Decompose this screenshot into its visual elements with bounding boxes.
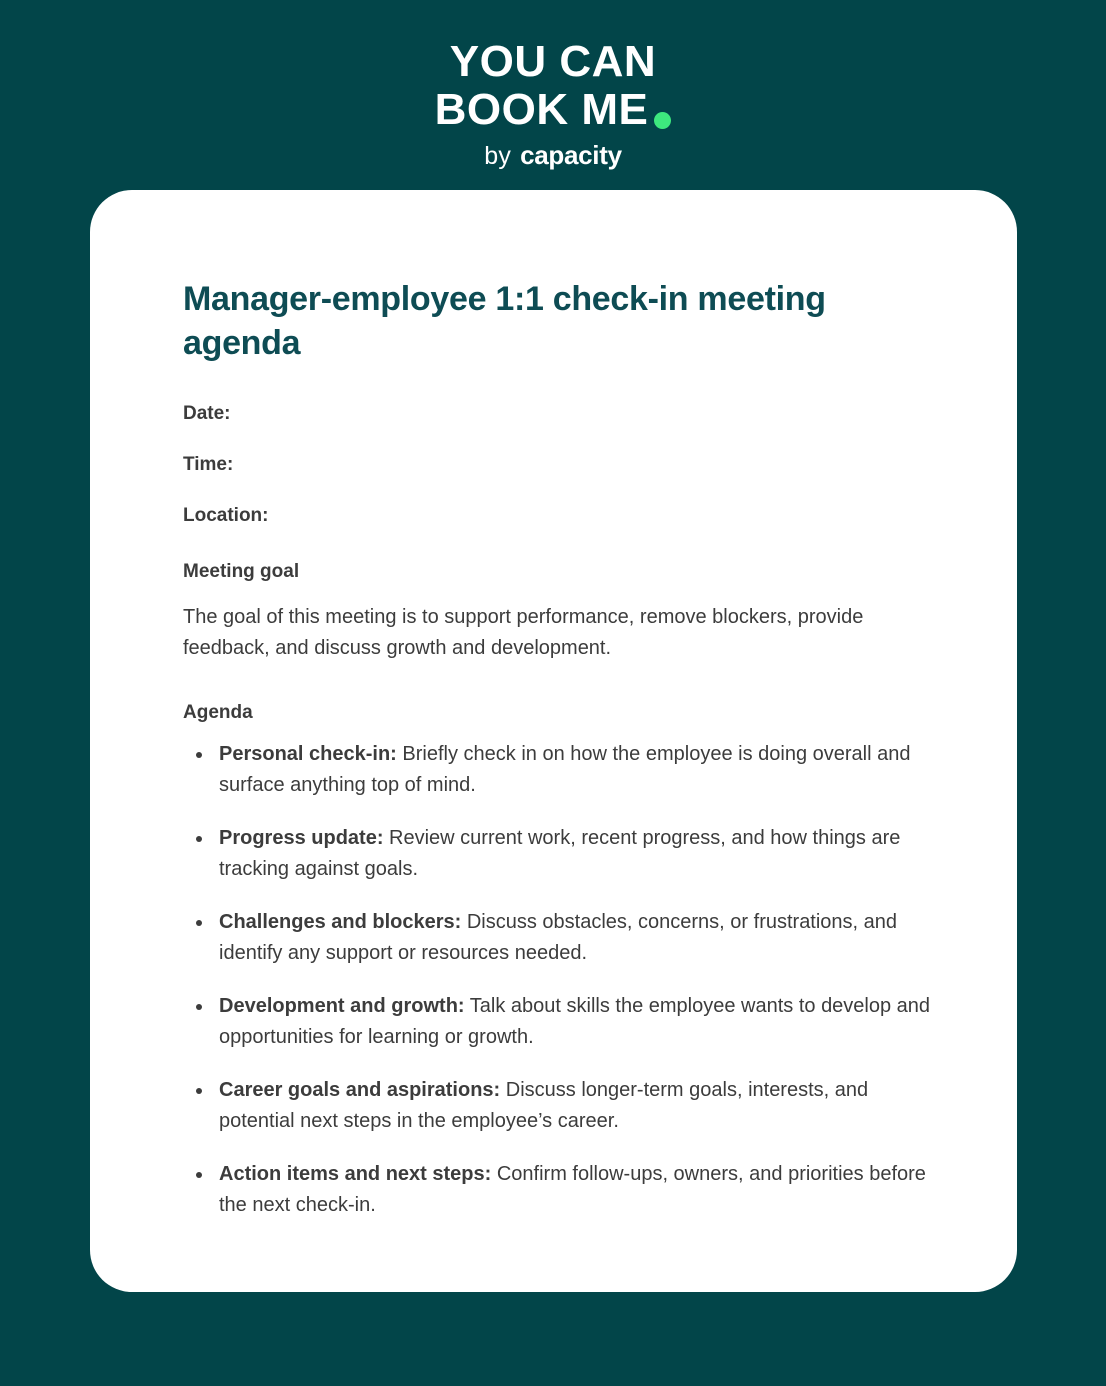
logo-byline-by: by xyxy=(484,142,512,170)
list-item xyxy=(183,739,933,801)
list-item xyxy=(183,991,933,1053)
list-item xyxy=(183,1075,933,1137)
document-card-content xyxy=(90,190,1017,1281)
meeting-goal-heading: Meeting goal xyxy=(183,561,300,583)
agenda-item-text: Talk about skills the employee wants to develop and opportunities for learning or growth. xyxy=(219,995,931,1049)
list-item xyxy=(183,1159,933,1221)
meta-time-label: Time: xyxy=(183,453,234,475)
logo-line-book-me-text: BOOK ME xyxy=(434,85,649,134)
agenda-item-label: Career goals and aspirations: xyxy=(219,1079,501,1102)
page-title: Manager-employee 1:1 check-in meeting agenda xyxy=(183,280,826,362)
agenda-item-text: Discuss longer-term goals, interests, and potential next steps in the employee’s career. xyxy=(219,1079,869,1133)
agenda-item-text: Confirm follow-ups, owners, and priorities before the next check-in. xyxy=(219,1163,926,1217)
agenda-list xyxy=(183,739,933,1221)
agenda-item-text: Review current work, recent progress, and how things are tracking against goals. xyxy=(219,827,901,881)
agenda-item-label: Challenges and blockers: xyxy=(219,911,462,934)
document-card xyxy=(90,190,1017,1292)
agenda-item-label: Development and growth: xyxy=(219,995,465,1018)
list-item xyxy=(183,907,933,969)
agenda-item-label: Action items and next steps: xyxy=(219,1163,492,1186)
agenda-item-text: Discuss obstacles, concerns, or frustrations, and identify any support or resources needed. xyxy=(219,911,898,965)
logo-byline-capacity: capacity xyxy=(520,140,622,170)
logo-byline xyxy=(0,140,1106,171)
agenda-heading: Agenda xyxy=(183,702,253,724)
meeting-goal-text: The goal of this meeting is to support performance, remove blockers, provide feedback, and discuss growth and development. xyxy=(183,606,864,660)
meta-location-label: Location: xyxy=(183,504,269,526)
agenda-item-label: Progress update: xyxy=(219,827,384,850)
logo-line-book-me xyxy=(434,85,672,134)
meta-date-label: Date: xyxy=(183,403,231,425)
agenda-item-text: Briefly check in on how the employee is doing overall and surface anything top of mind. xyxy=(219,743,911,797)
youcanbookme-logo xyxy=(0,37,1106,171)
logo-line-you-can: YOU CAN xyxy=(449,37,657,86)
agenda-item-label: Personal check-in: xyxy=(219,743,397,766)
list-item xyxy=(183,823,933,885)
logo-accent-dot-icon xyxy=(654,112,671,129)
